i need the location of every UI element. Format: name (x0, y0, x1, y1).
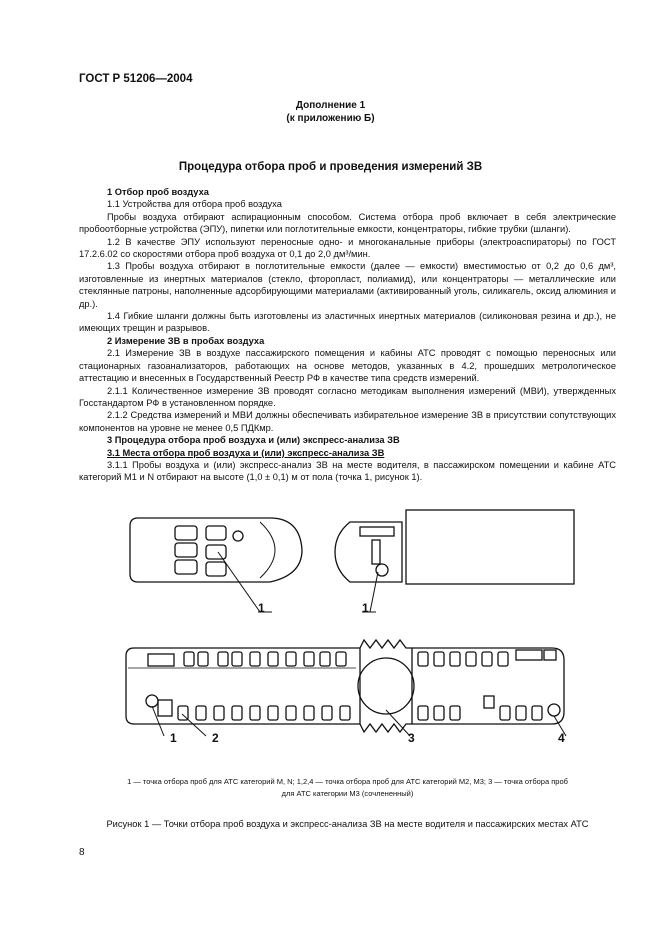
bus-point-2-label: 2 (212, 731, 219, 745)
paragraph: 3.1.1 Пробы воздуха и (или) экспресс-анализ ЗВ на месте водителя, в пассажирском помещении и кабине АТС категорий M1 и N отбирают на высоте (1,0 ± 0,1) м от пола (точка 1, рисунок 1). (79, 459, 616, 483)
addendum-heading (0, 99, 661, 125)
truck-point-label: 1 (362, 601, 369, 615)
paragraph: 1.4 Гибкие шланги должны быть изготовлены из эластичных инертных материалов (силиконовая резина и др.), не имеющих трещин и разрывов. (79, 311, 616, 334)
paragraph: 2.1.2 Средства измерений и МВИ должны обеспечивать избирательное измерение ЗВ в присутствии сопутствующих компонентов на уровне не менее 0,5 ПДКмр. (79, 410, 616, 433)
sampling-points-figure (120, 500, 580, 750)
section-title: Процедура отбора проб и проведения измерений ЗВ (178, 161, 483, 173)
paragraph: 2.1.1 Количественное измерение ЗВ проводят согласно методикам выполнения измерений (МВИ), утвержденных Госстандартом РФ в установленном порядке. (79, 385, 616, 408)
paragraph: Пробы воздуха отбирают аспирационным способом. Система отбора проб включает в себя электрические пробоотборные устройства (ЭПУ), пипетки или поглотительные емкости, концентраторы, гибкие трубки (шланги). (79, 211, 616, 235)
body-text (79, 186, 616, 484)
figure-caption: Рисунок 1 — Точки отбора проб воздуха и экспресс-анализа ЗВ на месте водителя и пассажирских местах АТС (106, 819, 589, 829)
legend-line-1: 1 — точка отбора проб для АТС категорий M, N; 1,2,4 — точка отбора проб для АТС категорий M2, M3; 3 — точка отбора проб (127, 777, 568, 786)
paragraph: 2.1 Измерение ЗВ в воздухе пассажирского помещения и кабины АТС проводят с помощью переносных или стационарных газоанализаторов, работающих на основе методов, указанных в 4.2, прошедших метрологическое аттестацию и внесенных в Государственный Реестр РФ в качестве типа средств измерений. (79, 348, 616, 384)
bus-point-1-label: 1 (170, 731, 177, 745)
addendum-reference: (к приложению Б) (286, 113, 375, 124)
paragraph: 1.3 Пробы воздуха отбирают в поглотительные емкости (далее — емкости) вместимостью от 0,2 до 0,6 дм³, изготовленные из инертных материалов (стекло, фторопласт, полиамид), или концентраторы — металлические или стеклянные патроны, наполненные адсорбирующими материалами (активированный уголь, силикагель, оксид алюминия и др.). (79, 261, 616, 309)
paragraph: 3 Процедура отбора проб воздуха и (или) экспресс-анализа ЗВ (107, 435, 400, 446)
paragraph: 1.1 Устройства для отбора проб воздуха (107, 199, 282, 210)
paragraph: 3.1 Места отбора проб воздуха и (или) экспресс-анализа ЗВ (107, 447, 385, 458)
document-code: ГОСТ Р 51206—2004 (79, 73, 193, 85)
paragraph: 1 Отбор проб воздуха (107, 187, 209, 197)
figure-legend (79, 776, 616, 800)
paragraph: 1.2 В качестве ЭПУ используют переносные одно- и многоканальные приборы (электроаспираторы) по ГОСТ 17.2.6.02 со скоростями отбора проб воздуха от 0,1 до 2,0 дм³/мин. (79, 236, 616, 260)
truck-diagram (335, 510, 574, 612)
car-diagram (130, 518, 302, 612)
bus-diagram (126, 640, 566, 736)
bus-point-3-label: 3 (408, 731, 415, 745)
paragraph: 2 Измерение ЗВ в пробах воздуха (107, 335, 265, 346)
legend-line-2: для АТС категории M3 (сочлененный) (281, 789, 414, 798)
page-number: 8 (79, 847, 85, 858)
addendum-title: Дополнение 1 (295, 100, 366, 111)
bus-point-4-label: 4 (558, 731, 565, 745)
car-point-label: 1 (258, 601, 265, 615)
